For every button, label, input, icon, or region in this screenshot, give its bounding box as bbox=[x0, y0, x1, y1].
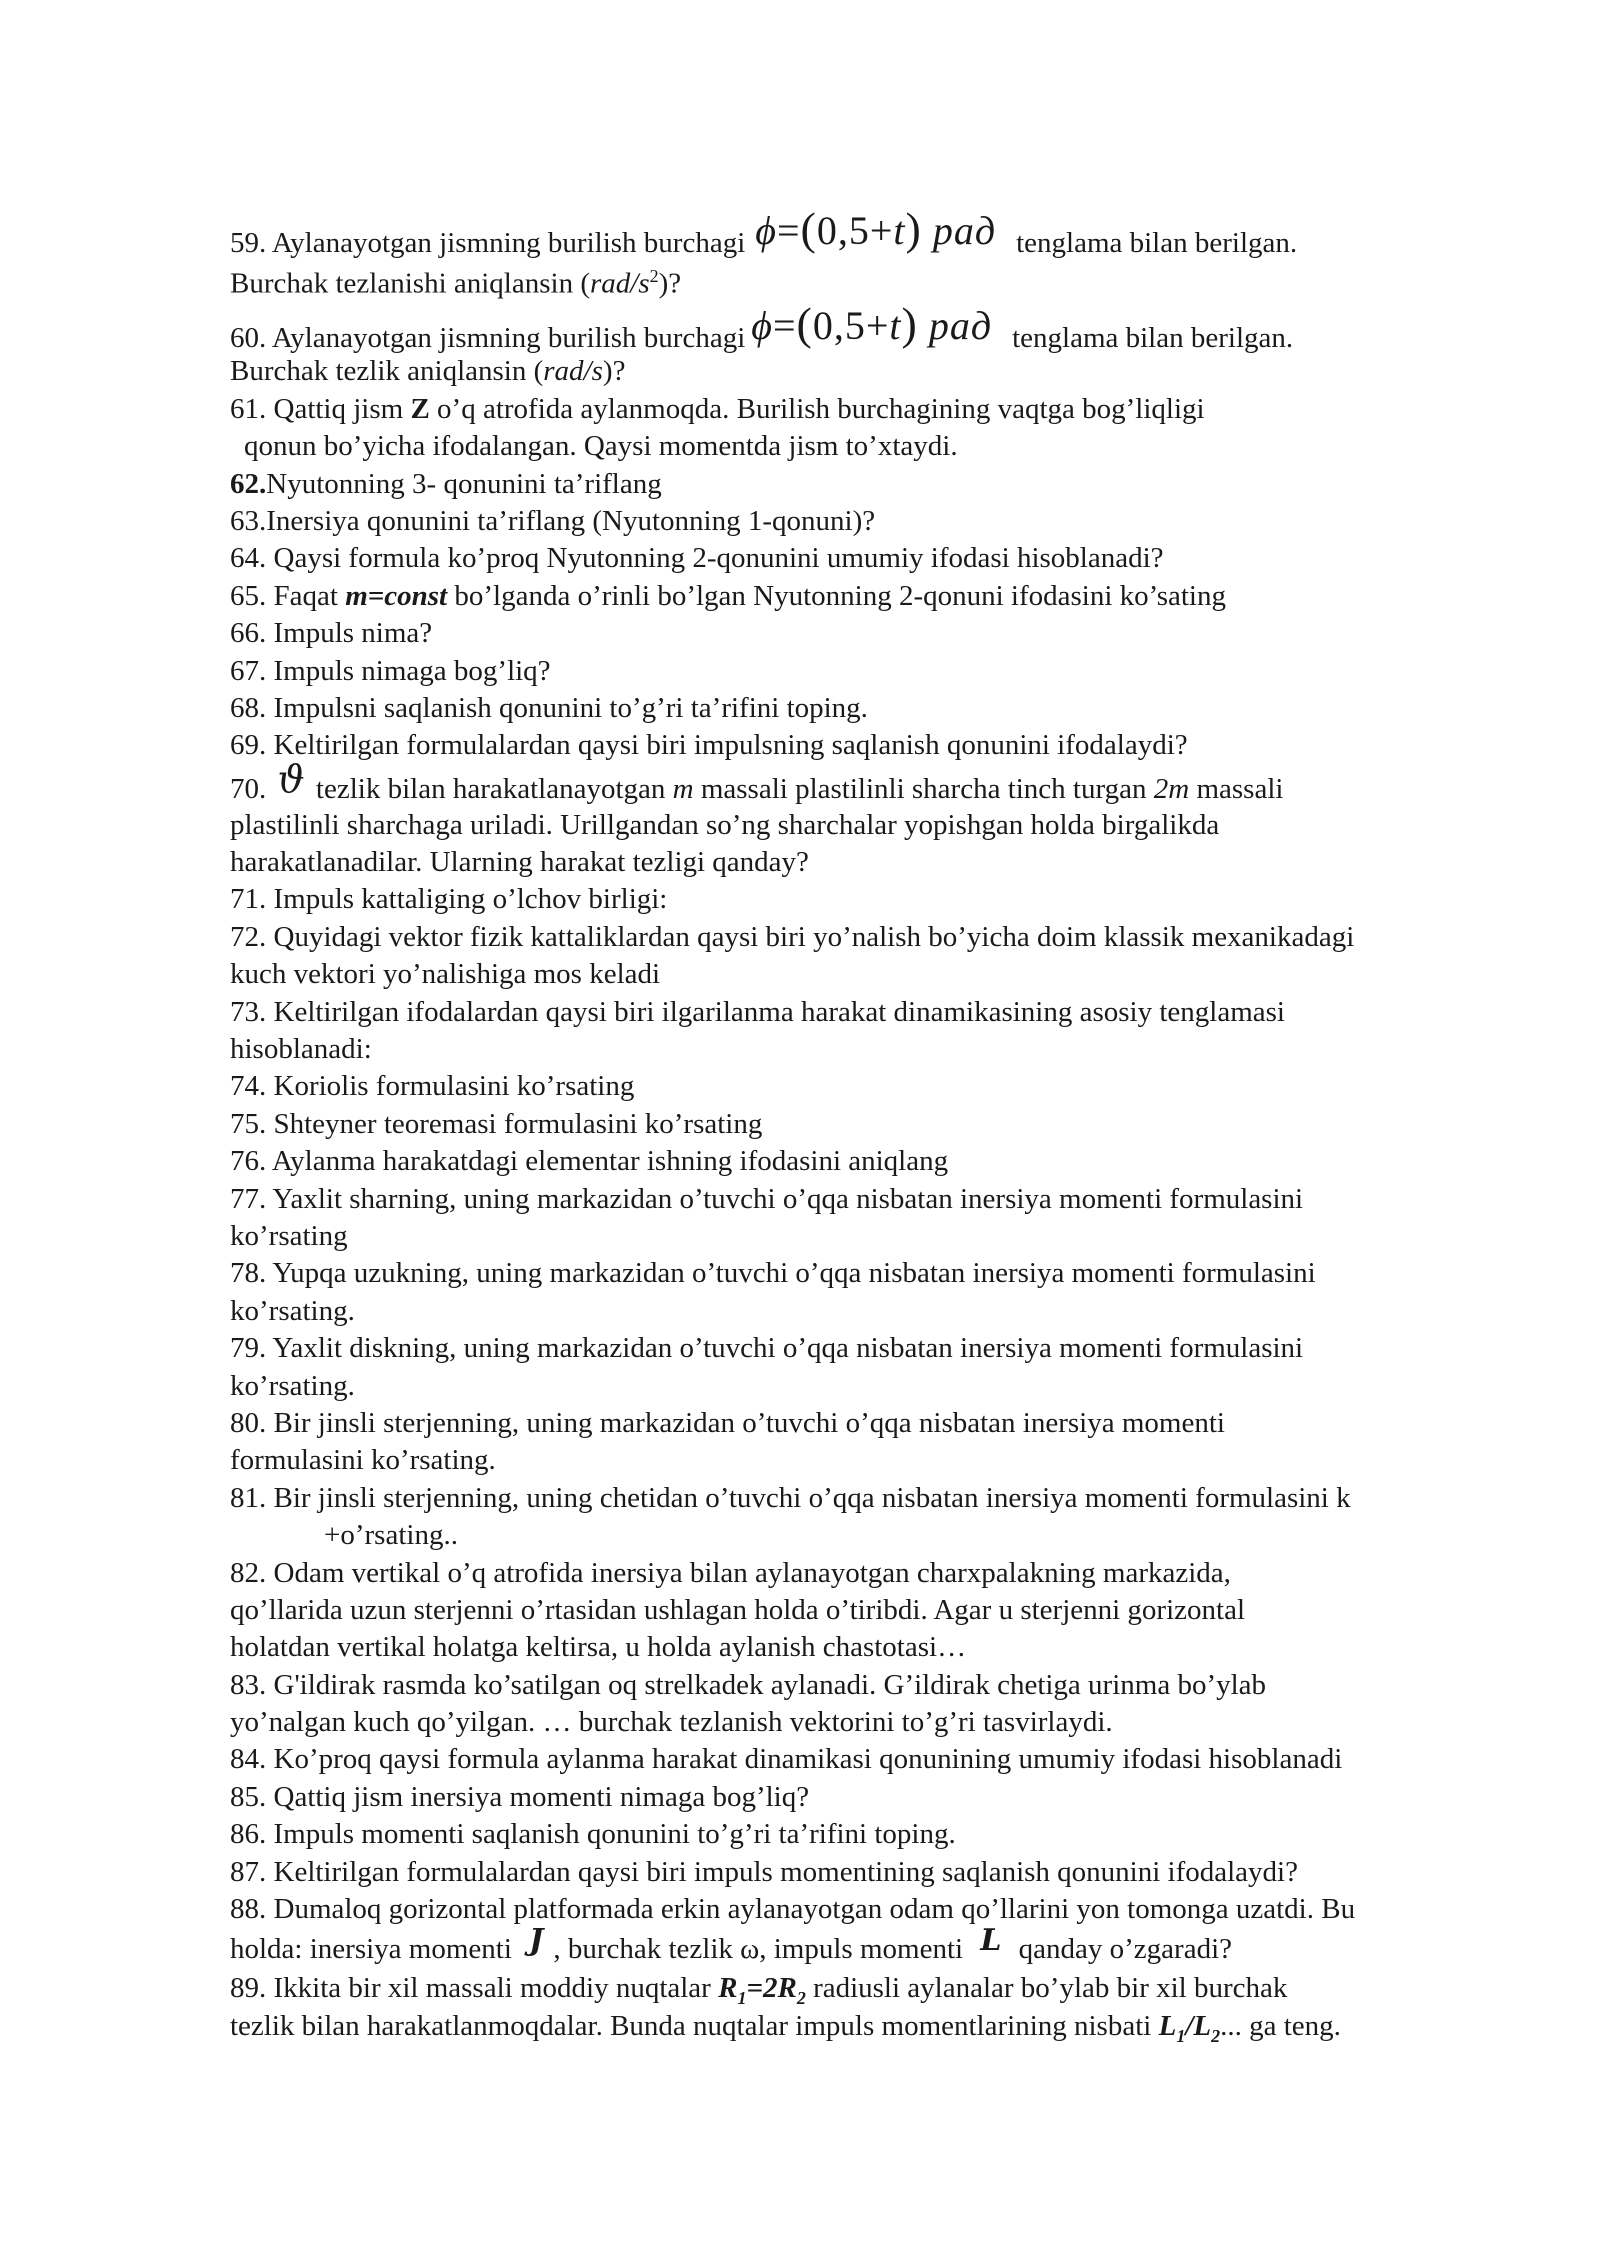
question-61-line-1: 61. Qattiq jism Z o’q atrofida aylanmoqda. Burilish burchagining vaqtga bog’liqligi bbox=[230, 392, 1205, 425]
question-70-line-1: 70. ϑ tezlik bilan harakatlanayotgan m massali plastilinli sharcha tinch turgan 2m massali bbox=[230, 756, 1284, 805]
document-page bbox=[230, 203, 1490, 2046]
question-70-line-2: plastilinli sharchaga uriladi. Urillgandan so’ng sharchalar yopishgan holda birgalikda bbox=[230, 808, 1220, 841]
question-83-line-1: 83. G'ildirak rasmda ko’satilgan oq strelkadek aylanadi. G’ildirak chetiga urinma bo’ylab bbox=[230, 1668, 1267, 1701]
question-83-line-2: yo’nalgan kuch qo’yilgan. … burchak tezlanish vektorini to’g’ri tasvirlaydi. bbox=[230, 1706, 1113, 1739]
question-59-line-1: 59. Aylanayotgan jismning burilish burchagi ϕ=(0,5+t) рад tenglama bilan berilgan. bbox=[230, 203, 1298, 259]
velocity-symbol: ϑ bbox=[277, 756, 305, 801]
question-60-text: 60. Aylanayotgan jismning burilish burchagi bbox=[230, 322, 746, 355]
question-72-line-1: 72. Quyidagi vektor fizik kattaliklardan qaysi biri yo’nalish bo’yicha doim klassik mexanikadagi bbox=[230, 920, 1355, 953]
question-72-line-2: kuch vektori yo’nalishiga mos keladi bbox=[230, 958, 661, 991]
question-66: 66. Impuls nima? bbox=[230, 617, 433, 650]
inertia-symbol: J bbox=[529, 1923, 544, 1959]
question-63: 63.Inersiya qonunini ta’riflang (Nyutonning 1-qonuni)? bbox=[230, 504, 876, 537]
equation-phi: ϕ=(0,5+t) рад bbox=[755, 203, 997, 254]
question-88-line-2: holda: inersiya momenti J , burchak tezlik ω, impuls momenti L qanday o’zgaradi? bbox=[230, 1923, 1233, 1966]
question-78-line-1: 78. Yupqa uzukning, uning markazidan o’tuvchi o’qqa nisbatan inersiya momenti formulasini bbox=[230, 1257, 1316, 1290]
question-67: 67. Impuls nimaga bog’liq? bbox=[230, 654, 551, 687]
question-61-line-2: qonun bo’yicha ifodalangan. Qaysi momentda jism to’xtaydi. bbox=[244, 430, 958, 463]
question-68: 68. Impulsni saqlanish qonunini to’g’ri ta’rifini toping. bbox=[230, 691, 868, 724]
question-80-line-1: 80. Bir jinsli sterjenning, uning markazidan o’tuvchi o’qqa nisbatan inersiya momenti bbox=[230, 1406, 1225, 1439]
question-84: 84. Ko’proq qaysi formula aylanma harakat dinamikasi qonunining umumiy ifodasi hisoblanadi bbox=[230, 1743, 1343, 1776]
question-89-line-2: tezlik bilan harakatlanmoqdalar. Bunda nuqtalar impuls momentlarining nisbati $L_1/L_2$... ga teng. bbox=[230, 2009, 1341, 2046]
question-76: 76. Aylanma harakatdagi elementar ishning ifodasini aniqlang bbox=[230, 1145, 949, 1178]
question-82-line-2: qo’llarida uzun sterjenni o’rtasidan ushlagan holda o’tiribdi. Agar u sterjenni gorizontal bbox=[230, 1593, 1245, 1626]
question-60-line-1: 60. Aylanayotgan jismning burilish burchagi ϕ=(0,5+t) рад tenglama bilan berilgan. bbox=[230, 298, 1294, 355]
question-74: 74. Koriolis formulasini ko’rsating bbox=[230, 1070, 635, 1103]
question-65: 65. Faqat m=const bo’lganda o’rinli bo’lgan Nyutonning 2-qonuni ifodasini ko’sating bbox=[230, 579, 1226, 612]
question-64: 64. Qaysi formula ko’proq Nyutonning 2-qonunini umumiy ifodasi hisoblanadi? bbox=[230, 542, 1164, 575]
question-59-text: 59. Aylanayotgan jismning burilish burchagi bbox=[230, 227, 746, 259]
question-69: 69. Keltirilgan formulalardan qaysi biri impulsning saqlanish qonunini ifodalaydi? bbox=[230, 729, 1188, 762]
question-75: 75. Shteyner teoremasi formulasini ko’rsating bbox=[230, 1107, 763, 1140]
question-79-line-2: ko’rsating. bbox=[230, 1369, 355, 1402]
question-81-line-2: +o’rsating.. bbox=[324, 1519, 458, 1552]
question-79-line-1: 79. Yaxlit diskning, uning markazidan o’tuvchi o’qqa nisbatan inersiya momenti formulasini bbox=[230, 1332, 1304, 1365]
question-73-line-1: 73. Keltirilgan ifodalardan qaysi biri ilgarilanma harakat dinamikasining asosiy tenglamasi bbox=[230, 995, 1285, 1028]
angular-momentum-symbol: L bbox=[980, 1923, 1002, 1959]
question-60-line-2: Burchak tezlik aniqlansin (rad/s)? bbox=[230, 355, 626, 388]
question-78-line-2: ko’rsating. bbox=[230, 1294, 355, 1327]
question-86: 86. Impuls momenti saqlanish qonunini to’g’ri ta’rifini toping. bbox=[230, 1818, 956, 1851]
question-80-line-2: formulasini ko’rsating. bbox=[230, 1444, 496, 1477]
question-70-line-3: harakatlanadilar. Ularning harakat tezligi qanday? bbox=[230, 846, 809, 879]
question-82-line-3: holatdan vertikal holatga keltirsa, u holda aylanish chastotasi… bbox=[230, 1631, 967, 1664]
question-59-line-2: Burchak tezlanishi aniqlansin $(rad/s^2)$? bbox=[230, 266, 682, 300]
question-71: 71. Impuls kattaliging o’lchov birligi: bbox=[230, 883, 668, 916]
question-81-line-1: 81. Bir jinsli sterjenning, uning chetidan o’tuvchi o’qqa nisbatan inersiya momenti formulasini k bbox=[230, 1481, 1351, 1514]
question-89-line-1: 89. Ikkita bir xil massali moddiy nuqtalar $R_1=2R_2$ radiusli aylanalar bo’ylab bir xil burchak bbox=[230, 1972, 1288, 2009]
question-82-line-1: 82. Odam vertikal o’q atrofida inersiya bilan aylanayotgan charxpalakning markazida, bbox=[230, 1556, 1231, 1589]
question-73-line-2: hisoblanadi: bbox=[230, 1033, 372, 1066]
question-85: 85. Qattiq jism inersiya momenti nimaga bog’liq? bbox=[230, 1780, 810, 1813]
question-87: 87. Keltirilgan formulalardan qaysi biri impuls momentining saqlanish qonunini ifodalaydi? bbox=[230, 1855, 1298, 1888]
question-62: 62.Nyutonning 3- qonunini ta’riflang bbox=[230, 467, 662, 500]
equation-phi: ϕ=(0,5+t) рад bbox=[751, 298, 993, 350]
question-88-line-1: 88. Dumaloq gorizontal platformada erkin aylanayotgan odam qo’llarini yon tomonga uzatdi. Bu bbox=[230, 1893, 1356, 1926]
question-77-line-2: ko’rsating bbox=[230, 1219, 348, 1252]
question-77-line-1: 77. Yaxlit sharning, uning markazidan o’tuvchi o’qqa nisbatan inersiya momenti formulasini bbox=[230, 1182, 1304, 1215]
